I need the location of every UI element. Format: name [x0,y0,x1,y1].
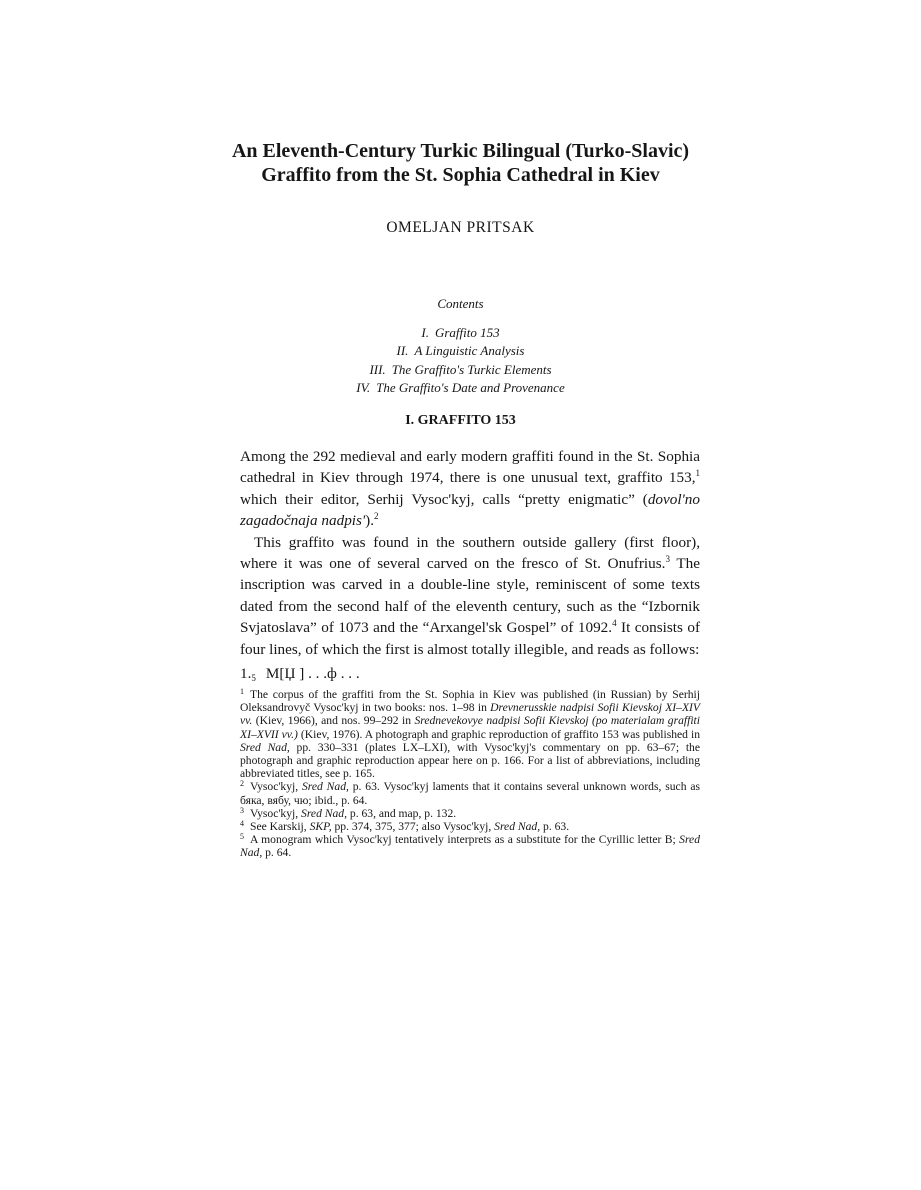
contents-item: IV. The Graffito's Date and Provenance [356,380,565,395]
inscription-line: $1._5$ M[Џ ] . . .ф . . . [240,665,360,683]
footnote-ref: 5 [251,673,256,683]
paragraph-2: This graffito was found in the southern outside gallery (first floor), where it was one of several carved on the fresco of St. Onufrius.$^3$ The inscription was carved in a double-line style, reminiscent of some texts dated from the second half of the eleventh century, such as the “Izbornik Svjatoslava” of 1073 and the “Arxangel'sk Gospel” of 1092.$^4$ It consists of four lines, of which the first is almost totally illegible, and reads as follows: [240,533,700,658]
title-line-2: Graffito from the St. Sophia Cathedral in Kiev [261,164,660,186]
contents-item: II. A Linguistic Analysis [396,343,525,358]
footnote-ref: 4 [612,618,617,629]
footnote-1: $^1$ The corpus of the graffiti from the St. Sophia in Kiev was published (in Russian) by Serhij Oleksandrovyč Vysoc'kyj in two books: nos. 1–98 in Drevnerusskie nadpisi Sofii Kievskoj XI–XIV vv. (Kiev, 1966), and nos. 99–292 in Srednevekovye nadpisi Sofii Kievskoj (po materialam graffiti XI–XVII vv.) (Kiev, 1976). A photograph and graphic reproduction of graffito 153 was published in Sred Nad, pp. 330–331 (plates LX–LXI), with Vysoc'kyj's commentary on pp. 63–67; the photograph and graphic reproduction appear here on p. 166. For a list of abbreviations, including abbreviated titles, see p. 165. [240,687,700,781]
title-line-1: An Eleventh-Century Turkic Bilingual (Turko-Slavic) [231,140,690,162]
footnote-3: $^3$ Vysoc'kyj, Sred Nad, p. 63, and map, p. 132. [240,805,457,820]
footnote-ref: 3 [665,554,670,565]
paragraph-1: Among the 292 medieval and early modern graffiti found in the St. Sophia cathedral in Kiev through 1974, there is one unusual text, graffito 153,$^1$ which their editor, Serhij Vysoc'kyj, calls “pretty enigmatic” (dovol'no zagadočnaja nadpis').$^2$ [240,448,700,530]
body-text [240,446,700,660]
contents-item: III. The Graffito's Turkic Elements [369,361,552,377]
footnote-ref: 2 [374,511,379,522]
footnote-4: $^4$ See Karskij, SKP, pp. 374, 375, 377; also Vysoc'kyj, Sred Nad, p. 63. [240,819,570,834]
author-name: OMELJAN PRITSAK [386,219,535,236]
table-of-contents [200,295,721,398]
footnote-5: $^5$ A monogram which Vysoc'kyj tentatively interprets as a substitute for the Cyrillic letter B; Sred Nad, p. 64. [240,832,700,860]
contents-heading: Contents [437,296,484,311]
footnotes [240,688,700,860]
footnote-2: $^2$ Vysoc'kyj, Sred Nad, p. 63. Vysoc'kyj laments that it contains several unknown words, such as бяка, вябу, чю; ibid., p. 64. [240,779,700,807]
contents-item: I. Graffito 153 [421,324,500,340]
footnote-ref: 1 [695,468,700,479]
article-title [200,139,721,187]
section-heading: I. GRAFFITO 153 [405,413,516,428]
